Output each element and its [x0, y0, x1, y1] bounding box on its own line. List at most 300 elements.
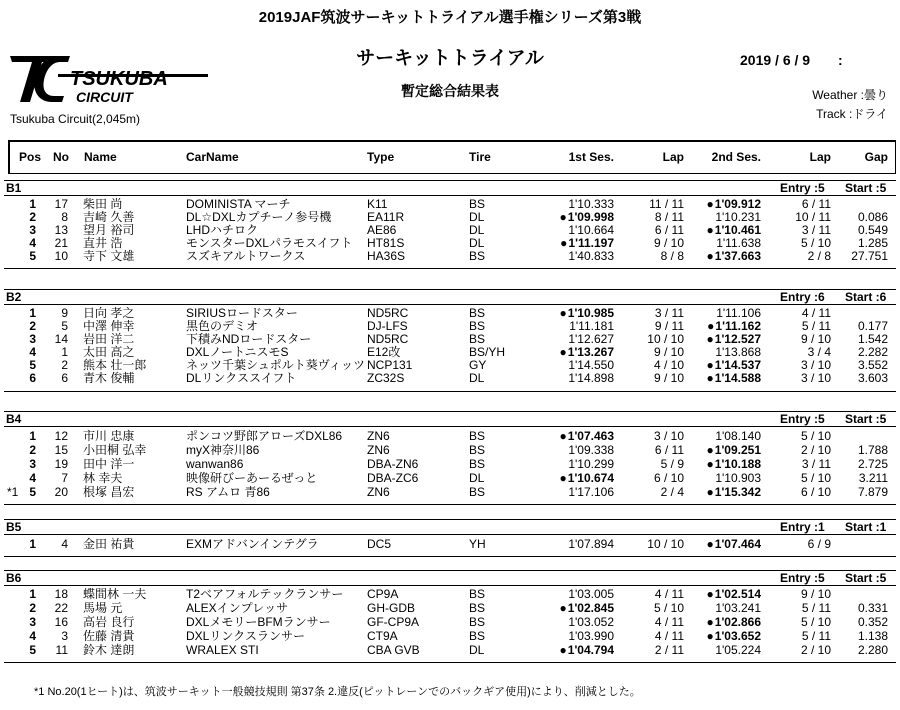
row-gap: 1.138: [857, 629, 888, 643]
row-tire: BS: [469, 306, 486, 320]
row-s2-best: ● 1'15.342: [707, 486, 761, 499]
class-name: B4: [6, 412, 22, 426]
tsukuba-circuit-logo: [8, 50, 218, 108]
row-lap2: 10 / 11: [795, 210, 831, 224]
class-entry: Entry :1: [780, 520, 825, 534]
row-type: E12改: [367, 345, 401, 359]
class-name: B6: [6, 571, 22, 585]
table-row: [0, 588, 900, 601]
row-gap: 0.352: [857, 615, 888, 629]
row-type: AE86: [367, 223, 397, 237]
row-s1-best: ● 1'10.674: [560, 472, 614, 485]
row-lap1: 3 / 10: [653, 429, 684, 443]
row-pos: 4: [29, 471, 36, 485]
table-row: [0, 320, 900, 333]
row-s2-best: ● 1'02.866: [707, 616, 761, 629]
table-row: [0, 359, 900, 372]
row-s2: 1'11.106: [716, 306, 761, 320]
row-no: 13: [54, 223, 68, 237]
row-gap: 2.725: [857, 457, 888, 471]
row-s2: 1'10.231: [715, 210, 761, 224]
row-driver: 小田桐 弘幸: [83, 443, 147, 457]
row-driver: 望月 裕司: [83, 223, 135, 237]
row-lap2: 3 / 10: [800, 358, 831, 372]
table-row: [0, 250, 900, 263]
col-tire: Tire: [469, 150, 491, 164]
row-gap: 0.549: [857, 223, 888, 237]
class-start: Start :5: [845, 571, 887, 585]
logo-sub-text: CIRCUIT: [76, 89, 133, 105]
row-lap1: 6 / 11: [654, 443, 684, 457]
row-driver: 佐藤 清貴: [83, 629, 135, 643]
table-row: [0, 430, 900, 443]
row-tire: DL: [469, 236, 485, 250]
footnote: *1 No.20(1ヒート)は、筑波サーキット一般競技規則 第37条 2.違反(ピットレーンでのバックギア使用)により、削減とした。: [34, 686, 641, 698]
row-s1: 1'12.627: [568, 332, 614, 346]
row-pos: 4: [29, 236, 36, 250]
row-pos: 2: [29, 319, 36, 333]
row-s2-best: ● 1'10.461: [707, 224, 761, 237]
row-driver: 金田 祐貴: [83, 537, 135, 551]
row-s1-best: ● 1'07.463: [560, 430, 614, 443]
row-type: CBA GVB: [367, 643, 420, 657]
row-lap2: 3 / 11: [801, 457, 831, 471]
row-tire: DL: [469, 223, 485, 237]
row-tire: DL: [469, 471, 485, 485]
row-lap2: 5 / 11: [801, 319, 831, 333]
row-type: ZN6: [367, 485, 390, 499]
row-pos: 2: [29, 210, 36, 224]
row-no: 10: [54, 249, 68, 263]
row-lap1: 10 / 10: [647, 537, 684, 551]
row-type: HT81S: [367, 236, 405, 250]
result-title: 暫定総合結果表: [401, 83, 499, 99]
row-gap: 2.280: [857, 643, 888, 657]
row-driver: 馬場 元: [83, 601, 123, 615]
class-header-b1: [4, 180, 896, 196]
row-gap: 27.751: [851, 249, 888, 263]
row-gap: 2.282: [857, 345, 888, 359]
row-s2: 1'10.903: [715, 471, 761, 485]
row-tire: BS: [469, 429, 486, 443]
row-lap1: 3 / 11: [654, 306, 684, 320]
row-no: 6: [61, 371, 68, 385]
track-condition: Track :ドライ: [816, 107, 888, 121]
row-type: K11: [367, 197, 388, 211]
row-pos: 2: [29, 601, 36, 615]
row-s1: 1'17.106: [568, 485, 614, 499]
event-date: 2019 / 6 / 9 :: [740, 52, 843, 68]
row-car: DOMINISTA マーチ: [186, 197, 291, 211]
row-s2: 1'08.140: [715, 429, 761, 443]
row-s1-best: ● 1'13.267: [560, 346, 614, 359]
section-divider: [4, 391, 896, 392]
row-gap: 1.285: [857, 236, 888, 250]
row-s2: 1'03.241: [715, 601, 761, 615]
class-entry: Entry :5: [780, 571, 825, 585]
row-lap2: 5 / 10: [800, 615, 831, 629]
row-no: 21: [54, 236, 68, 250]
row-gap: 1.788: [857, 443, 888, 457]
row-s2: 1'13.868: [715, 345, 761, 359]
row-car: LHDハチロク: [186, 223, 259, 237]
row-no: 15: [54, 443, 68, 457]
row-lap1: 2 / 11: [654, 643, 684, 657]
row-type: DBA-ZN6: [367, 457, 419, 471]
row-gap: 7.879: [857, 485, 888, 499]
row-driver: 林 幸夫: [83, 471, 123, 485]
col-no: No: [53, 150, 69, 164]
row-type: ND5RC: [367, 332, 409, 346]
row-car: モンスターDXLパラモスイフト: [186, 236, 353, 250]
row-gap: 0.086: [857, 210, 888, 224]
row-note: *1: [7, 485, 19, 499]
row-gap: 3.211: [858, 471, 888, 485]
class-header-b5: [4, 519, 896, 535]
table-row: [0, 630, 900, 643]
col-type: Type: [367, 150, 395, 164]
table-row: [0, 237, 900, 250]
row-no: 1: [61, 345, 68, 359]
row-car: ネッツ千葉シュポルト葵ヴィッツ: [186, 358, 366, 372]
row-pos: 1: [29, 429, 36, 443]
row-no: 7: [61, 471, 68, 485]
table-row: [0, 307, 900, 320]
table-row: [0, 538, 900, 551]
row-pos: 3: [29, 457, 36, 471]
row-s2-best: ● 1'12.527: [707, 333, 761, 346]
col-car: CarName: [186, 150, 239, 164]
row-lap2: 5 / 10: [800, 236, 831, 250]
row-driver: 高岩 良行: [83, 615, 135, 629]
row-s1: 1'10.664: [568, 223, 614, 237]
row-pos: 1: [29, 306, 36, 320]
row-type: DBA-ZC6: [367, 471, 419, 485]
table-row: [0, 602, 900, 615]
col-lap1: Lap: [662, 150, 684, 164]
class-name: B1: [6, 181, 22, 195]
row-lap2: 3 / 11: [801, 223, 831, 237]
section-divider: [4, 504, 896, 505]
class-start: Start :6: [845, 290, 887, 304]
row-type: NCP131: [367, 358, 413, 372]
row-s1-best: ● 1'10.985: [560, 307, 614, 320]
row-type: GH-GDB: [367, 601, 415, 615]
row-lap2: 3 / 10: [800, 371, 831, 385]
row-driver: 中澤 伸幸: [83, 319, 135, 333]
row-driver: 柴田 尚: [83, 197, 123, 211]
row-driver: 直井 浩: [83, 236, 123, 250]
row-lap1: 9 / 10: [653, 236, 684, 250]
row-type: ZC32S: [367, 371, 405, 385]
row-no: 8: [61, 210, 68, 224]
table-row: [0, 198, 900, 211]
class-header-b6: [4, 570, 896, 586]
row-s2-best: ● 1'09.251: [707, 444, 761, 457]
section-divider: [4, 662, 896, 663]
class-start: Start :5: [845, 181, 887, 195]
row-lap2: 2 / 8: [807, 249, 831, 263]
row-tire: DL: [469, 643, 485, 657]
row-car: DL☆DXLカプチーノ参号機: [186, 210, 332, 224]
row-lap2: 4 / 11: [801, 306, 831, 320]
row-driver: 吉崎 久善: [83, 210, 135, 224]
row-lap1: 8 / 11: [654, 210, 684, 224]
row-lap2: 5 / 11: [801, 601, 831, 615]
row-no: 9: [61, 306, 68, 320]
row-tire: YH: [469, 537, 486, 551]
col-pos: Pos: [19, 150, 42, 164]
row-car: T2ベアフォルテックランサー: [186, 587, 344, 601]
row-lap1: 9 / 11: [654, 319, 684, 333]
row-pos: 1: [29, 537, 36, 551]
row-no: 5: [61, 319, 68, 333]
row-car: wanwan86: [186, 457, 244, 471]
row-no: 22: [54, 601, 68, 615]
row-s1: 1'07.894: [568, 537, 614, 551]
row-tire: BS/YH: [469, 345, 506, 359]
row-tire: BS: [469, 319, 486, 333]
row-lap1: 9 / 10: [653, 345, 684, 359]
row-car: DXLノートニスモS: [186, 345, 289, 359]
table-row: [0, 486, 900, 499]
row-car: DLリンクススイフト: [186, 371, 297, 385]
row-car: ポンコツ野郎アローズDXL86: [186, 429, 343, 443]
row-pos: 4: [29, 629, 36, 643]
table-row: [0, 458, 900, 471]
row-type: CT9A: [367, 629, 398, 643]
col-s1: 1st Ses.: [568, 150, 614, 164]
table-row: [0, 372, 900, 385]
row-lap1: 9 / 10: [653, 371, 684, 385]
row-driver: 田中 洋一: [83, 457, 135, 471]
row-car: DXLメモリーBFMランサー: [186, 615, 331, 629]
row-driver: 日向 孝之: [83, 306, 135, 320]
row-lap1: 5 / 9: [660, 457, 684, 471]
row-s1: 1'09.338: [568, 443, 614, 457]
row-no: 2: [61, 358, 68, 372]
table-row: [0, 333, 900, 346]
row-s1-best: ● 1'11.197: [560, 237, 614, 250]
row-tire: DL: [469, 371, 485, 385]
row-lap2: 3 / 4: [807, 345, 831, 359]
row-lap2: 6 / 9: [807, 537, 831, 551]
row-lap2: 9 / 10: [800, 332, 831, 346]
row-lap1: 4 / 11: [654, 629, 684, 643]
row-no: 4: [61, 537, 68, 551]
row-driver: 岩田 洋二: [83, 332, 135, 346]
row-tire: BS: [469, 457, 486, 471]
row-gap: 0.177: [857, 319, 888, 333]
row-s1: 1'03.005: [568, 587, 614, 601]
row-s2-best: ● 1'14.588: [707, 372, 761, 385]
row-s1: 1'03.052: [568, 615, 614, 629]
event-title: サーキットトライアル: [356, 48, 544, 69]
row-pos: 3: [29, 332, 36, 346]
row-s1: 1'10.333: [568, 197, 614, 211]
row-pos: 3: [29, 223, 36, 237]
row-driver: 熊本 壮一郎: [83, 358, 147, 372]
row-tire: BS: [469, 332, 486, 346]
row-gap: 3.552: [857, 358, 888, 372]
row-tire: BS: [469, 443, 486, 457]
row-driver: 市川 忠康: [83, 429, 135, 443]
row-s2-best: ● 1'14.537: [707, 359, 761, 372]
row-lap1: 4 / 11: [654, 615, 684, 629]
row-s1: 1'11.181: [569, 319, 614, 333]
section-divider: [4, 556, 896, 557]
row-car: DXLリンクスランサー: [186, 629, 305, 643]
row-no: 12: [54, 429, 68, 443]
row-type: DJ-LFS: [367, 319, 408, 333]
row-type: GF-CP9A: [367, 615, 420, 629]
class-header-b4: [4, 411, 896, 427]
row-car: 映像研びーあーるぜっと: [186, 471, 318, 485]
row-no: 16: [54, 615, 68, 629]
row-lap2: 6 / 10: [800, 485, 831, 499]
row-lap2: 2 / 10: [800, 643, 831, 657]
col-gap: Gap: [864, 150, 888, 164]
row-s2-best: ● 1'37.663: [707, 250, 761, 263]
row-tire: BS: [469, 485, 486, 499]
row-s1-best: ● 1'09.998: [560, 211, 614, 224]
class-entry: Entry :5: [780, 412, 825, 426]
class-name: B5: [6, 520, 22, 534]
row-lap1: 4 / 11: [654, 587, 684, 601]
row-lap1: 6 / 10: [653, 471, 684, 485]
row-driver: 蝶間林 一夫: [83, 587, 147, 601]
row-lap2: 5 / 10: [800, 471, 831, 485]
weather-info: Weather :曇り: [812, 88, 888, 102]
row-lap1: 11 / 11: [649, 197, 684, 211]
row-pos: 5: [29, 485, 36, 499]
row-type: ND5RC: [367, 306, 409, 320]
row-tire: BS: [469, 197, 486, 211]
row-type: ZN6: [367, 443, 390, 457]
row-s2: 1'05.224: [715, 643, 761, 657]
row-lap2: 9 / 10: [800, 587, 831, 601]
row-no: 11: [55, 643, 68, 657]
table-row: [0, 644, 900, 657]
row-tire: BS: [469, 587, 486, 601]
class-start: Start :5: [845, 412, 887, 426]
row-pos: 4: [29, 345, 36, 359]
class-entry: Entry :5: [780, 181, 825, 195]
row-s2-best: ● 1'11.162: [707, 320, 761, 333]
row-pos: 5: [29, 249, 36, 263]
row-tire: GY: [469, 358, 487, 372]
row-lap2: 5 / 11: [801, 629, 831, 643]
row-gap: 0.331: [857, 601, 888, 615]
col-name: Name: [84, 150, 117, 164]
row-tire: BS: [469, 249, 486, 263]
row-s2-best: ● 1'09.912: [707, 198, 761, 211]
row-car: SIRIUSロードスター: [186, 306, 298, 320]
row-driver: 寺下 文雄: [83, 249, 135, 263]
row-pos: 5: [29, 358, 36, 372]
row-driver: 太田 高之: [83, 345, 135, 359]
row-no: 14: [54, 332, 68, 346]
table-row: [0, 616, 900, 629]
row-gap: 3.603: [857, 371, 888, 385]
row-driver: 鈴木 達朗: [83, 643, 135, 657]
row-s2: 1'11.638: [716, 236, 761, 250]
class-header-b2: [4, 289, 896, 305]
row-pos: 1: [29, 197, 36, 211]
row-type: EA11R: [367, 210, 405, 224]
col-s2: 2nd Ses.: [711, 150, 761, 164]
row-gap: 1.542: [857, 332, 888, 346]
row-s2-best: ● 1'07.464: [707, 538, 761, 551]
row-car: 下積みNDロードスター: [186, 332, 312, 346]
row-s1: 1'10.299: [568, 457, 614, 471]
table-row: [0, 472, 900, 485]
row-pos: 2: [29, 443, 36, 457]
row-car: スズキアルトワークス: [186, 249, 306, 263]
row-s2-best: ● 1'02.514: [707, 588, 761, 601]
row-lap2: 5 / 10: [800, 429, 831, 443]
row-driver: 青木 俊輔: [83, 371, 135, 385]
row-lap1: 6 / 11: [654, 223, 684, 237]
row-lap1: 2 / 4: [660, 485, 684, 499]
circuit-name: Tsukuba Circuit(2,045m): [10, 112, 141, 126]
row-lap1: 4 / 10: [653, 358, 684, 372]
logo-main-text: TSUKUBA: [70, 68, 168, 90]
row-tire: BS: [469, 615, 486, 629]
row-car: EXMアドバンインテグラ: [186, 537, 319, 551]
row-no: 20: [54, 485, 68, 499]
row-no: 17: [54, 197, 68, 211]
row-s1: 1'03.990: [568, 629, 614, 643]
row-no: 3: [61, 629, 68, 643]
row-no: 18: [54, 587, 68, 601]
row-s2-best: ● 1'10.188: [707, 458, 761, 471]
table-row: [0, 211, 900, 224]
row-car: WRALEX STI: [186, 643, 259, 657]
col-lap2: Lap: [809, 150, 831, 164]
row-lap2: 2 / 10: [800, 443, 831, 457]
row-type: CP9A: [367, 587, 399, 601]
row-lap1: 8 / 8: [660, 249, 684, 263]
row-s1-best: ● 1'02.845: [560, 602, 614, 615]
row-lap1: 10 / 10: [647, 332, 684, 346]
row-pos: 5: [29, 643, 36, 657]
table-row: [0, 444, 900, 457]
row-pos: 6: [29, 371, 36, 385]
class-start: Start :1: [845, 520, 887, 534]
class-entry: Entry :6: [780, 290, 825, 304]
row-lap2: 6 / 11: [801, 197, 831, 211]
row-pos: 3: [29, 615, 36, 629]
row-car: 黒色のデミオ: [186, 319, 259, 333]
row-lap1: 5 / 10: [653, 601, 684, 615]
row-tire: BS: [469, 629, 486, 643]
row-driver: 根塚 昌宏: [83, 485, 135, 499]
row-s1: 1'14.550: [568, 358, 614, 372]
series-title: 2019JAF筑波サーキットトライアル選手権シリーズ第3戦: [258, 9, 642, 26]
row-tire: DL: [469, 210, 485, 224]
row-type: DC5: [367, 537, 392, 551]
row-type: ZN6: [367, 429, 390, 443]
row-s1: 1'40.833: [568, 249, 614, 263]
class-name: B2: [6, 290, 22, 304]
column-header-box: [8, 140, 896, 174]
row-car: ALEXインプレッサ: [186, 601, 289, 615]
row-car: myX神奈川86: [186, 443, 260, 457]
table-row: [0, 224, 900, 237]
row-s1-best: ● 1'04.794: [560, 644, 614, 657]
row-s2-best: ● 1'03.652: [707, 630, 761, 643]
